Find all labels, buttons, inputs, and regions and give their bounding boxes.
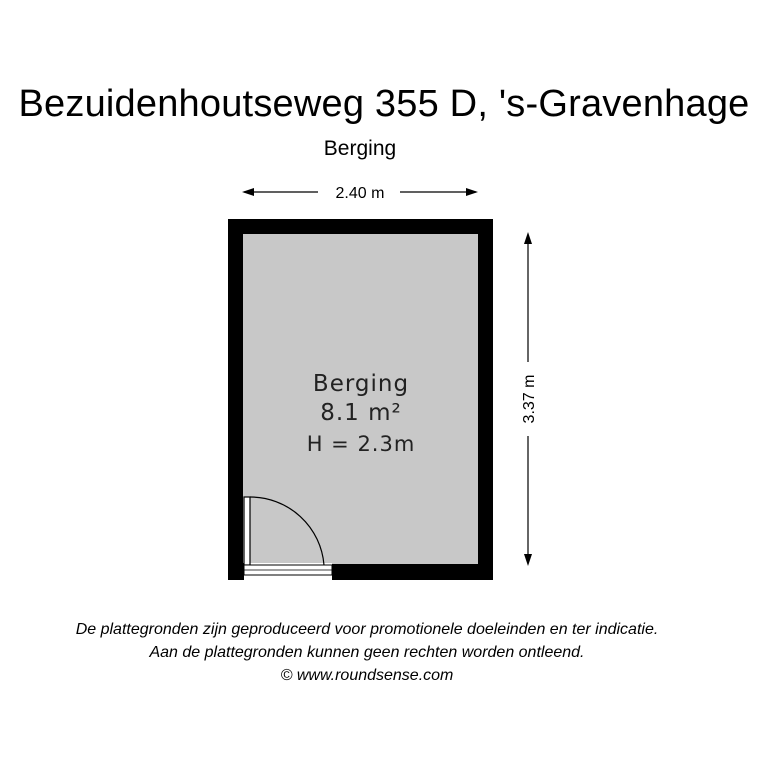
room-floor <box>243 234 478 564</box>
room-height: H = 2.3m <box>306 432 416 456</box>
copyright-link[interactable]: © www.roundsense.com <box>280 667 454 684</box>
depth-label: 3.37 m <box>521 374 538 424</box>
depth-dimension <box>521 232 538 566</box>
room-labels <box>307 371 416 456</box>
arrow-up-icon <box>524 232 532 244</box>
disclaimer <box>0 618 734 687</box>
door-leaf <box>244 497 250 565</box>
floor-subtitle: Berging <box>323 137 397 160</box>
door-jamb-left <box>238 563 244 580</box>
width-label: 2.40 m <box>335 185 385 202</box>
arrow-left-icon <box>242 188 254 196</box>
room-area: 8.1 m² <box>320 400 402 426</box>
page-title: Bezuidenhoutseweg 355 D, 's-Gravenhage <box>18 83 750 125</box>
arrow-right-icon <box>466 188 478 196</box>
disclaimer-line-1: De plattegronden zijn geproduceerd voor promotionele doeleinden en ter indicatie. <box>75 621 659 638</box>
arrow-down-icon <box>524 554 532 566</box>
width-dimension <box>242 185 478 202</box>
disclaimer-line-2: Aan de plattegronden kunnen geen rechten worden ontleend. <box>149 644 585 661</box>
room-name: Berging <box>312 371 410 397</box>
